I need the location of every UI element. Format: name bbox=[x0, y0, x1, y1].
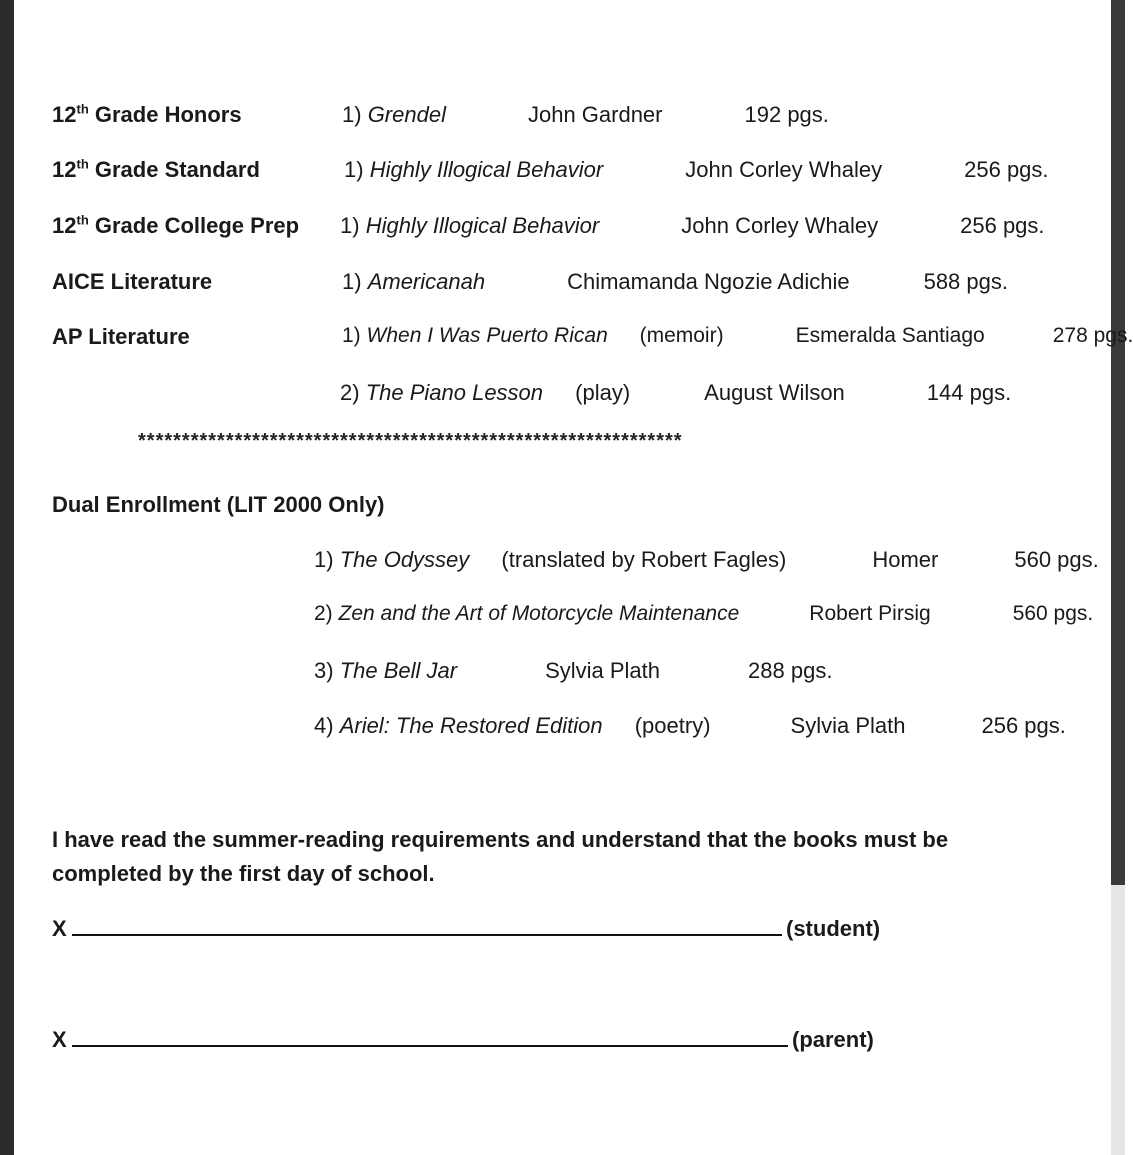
dual-enrollment-heading: Dual Enrollment (LIT 2000 Only) bbox=[52, 492, 385, 517]
window-left-edge bbox=[0, 0, 14, 1155]
de-book-entry: 3) The Bell Jar Sylvia Plath 288 pgs. bbox=[314, 658, 833, 683]
book-entry: 1) Grendel John Gardner 192 pgs. bbox=[342, 102, 829, 127]
de-book-entry: 4) Ariel: The Restored Edition (poetry) Sylvia Plath 256 pgs. bbox=[314, 713, 1066, 738]
asterisk-divider: ************************************************************** bbox=[138, 430, 683, 452]
grade-label-honors: 12th Grade Honors bbox=[52, 101, 242, 127]
de-book-entry: 2) Zen and the Art of Motorcycle Maintenance Robert Pirsig 560 pgs. bbox=[314, 602, 1094, 625]
grade-label-standard: 12th Grade Standard bbox=[52, 156, 260, 182]
book-entry: 2) The Piano Lesson (play) August Wilson 144 pgs. bbox=[340, 380, 1012, 405]
signature-blank[interactable] bbox=[72, 1023, 788, 1047]
document-page bbox=[14, 0, 1133, 1155]
scrollbar-thumb[interactable] bbox=[1111, 0, 1125, 885]
book-entry: 1) Americanah Chimamanda Ngozie Adichie 588 pgs. bbox=[342, 269, 1008, 294]
book-entry: 1) When I Was Puerto Rican (memoir) Esmeralda Santiago 278 pgs. bbox=[342, 324, 1133, 347]
grade-label-ap: AP Literature bbox=[52, 324, 190, 349]
book-entry: 1) Highly Illogical Behavior John Corley Whaley 256 pgs. bbox=[340, 213, 1045, 238]
grade-label-aice: AICE Literature bbox=[52, 269, 213, 294]
student-signature-line: X (student) bbox=[52, 912, 880, 942]
de-book-entry: 1) The Odyssey (translated by Robert Fagles) Homer 560 pgs. bbox=[314, 547, 1099, 572]
acknowledgement-statement: I have read the summer-reading requirements and understand that the books must be completed by the first day of school. bbox=[52, 827, 949, 886]
scrollbar[interactable] bbox=[1111, 0, 1125, 1155]
signature-blank[interactable] bbox=[72, 912, 782, 936]
grade-label-college-prep: 12th Grade College Prep bbox=[52, 212, 300, 238]
parent-signature-line: X (parent) bbox=[52, 1023, 874, 1053]
book-entry: 1) Highly Illogical Behavior John Corley Whaley 256 pgs. bbox=[344, 157, 1049, 182]
